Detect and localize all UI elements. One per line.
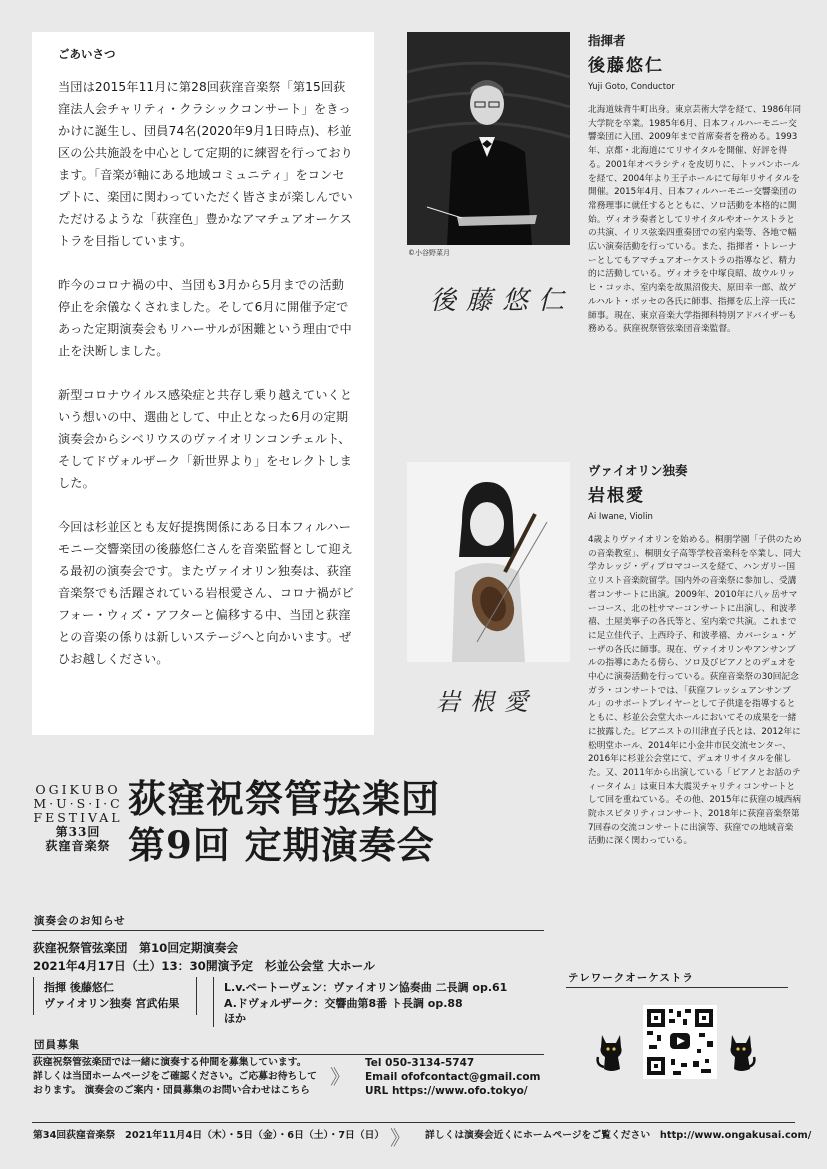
concert-section-header: 演奏会のお知らせ [32,913,544,931]
concert-performers [33,977,197,1015]
contact-tel[interactable]: Tel 050-3134-5747 [365,1057,475,1069]
logo-line: FESTIVAL [33,810,123,825]
cat-icon [726,1031,756,1077]
violinist-name-en: Ai Iwane, Violin [588,512,653,522]
program-item: L.v.ベートーヴェン：ヴァイオリン協奏曲 二長調 op.61 [224,981,508,994]
greeting-paragraph: 昨今のコロナ禍の中、当団も3月から5月までの活動停止を余儀なくされました。そして6月に開催予定であった定期演奏会もリハーサルが困難という理由で中止を決断しました。 [58,278,352,358]
contact-email[interactable]: Email ofofcontact@gmail.com [365,1071,541,1083]
recruit-section-header: 団員募集 [32,1037,544,1055]
violinist-name: 岩根愛 [588,486,645,506]
conductor-profile [588,31,802,337]
concert-title [128,776,440,868]
conductor-name: 後藤悠仁 [588,56,664,76]
violinist-signature: 岩根愛 [436,688,538,716]
logo-line: OGIKUBO [35,782,121,797]
telework-section-header: テレワークオーケストラ [566,970,788,988]
performer-line: 指揮 後藤悠仁 [44,981,114,994]
violinist-portrait-illustration [407,462,570,662]
logo-line: M·U·S·I·C [33,796,123,811]
greeting-box [32,32,374,735]
concert-name: 第9回 定期演奏会 [128,823,435,867]
chevron-right-icon: 》 [390,1126,401,1150]
logo-edition: 第33回 [55,825,101,839]
contact-info [365,1056,541,1098]
conductor-photo [407,32,570,245]
logo-festival-name: 荻窪音楽祭 [45,839,111,853]
recruit-line: おります。 演奏会のご案内・団員募集のお問い合わせはこちら [33,1085,310,1096]
footer-divider [32,1122,795,1123]
violinist-profile [588,461,802,849]
contact-url[interactable]: URL https://www.ofo.tokyo/ [365,1085,528,1097]
conductor-signature: 後藤悠仁 [430,286,575,316]
cat-icon [596,1031,626,1077]
program-item: ほか [224,1012,246,1025]
footer-website[interactable]: 詳しくは演奏会近くにホームページをご覧ください http://www.ongakusai.com/ [425,1130,812,1141]
concert-program [213,977,513,1027]
festival-logo [32,783,124,853]
greeting-title: ごあいさつ [58,47,116,61]
program-item: A.ドヴォルザーク：交響曲第8番 ト長調 op.88 [224,996,463,1010]
greeting-paragraph: 当団は2015年11月に第28回荻窪音楽祭「第15回荻窪法人会チャリティ・クラシックコンサート」をきっかけに誕生し、団員74名(2020年9月1日時点)、杉並区の公共施設を中心として定期的に練習を行っております。「音楽が軸にある地域コミュニティ」をコンセプトに、楽団に関わっていただく皆さまが楽しんでいただけるような「荻窪色」豊かなアマチュアオーケストラを目指しています。 [58,80,353,248]
violinist-bio: 4歳よりヴァイオリンを始める。桐朋学園「子供のための音楽教室」、桐朋女子高等学校音楽科を卒業し、同大学カレッジ・ディプロマコースを経て、ハンガリー国立リスト音楽院留学。国内外の音楽祭に参加し、受講者コンサートに出演。2009年、2010年に八ヶ岳サマーコース、北の杜サマーコンサートに出演し、和波孝禧、土屋美寧子の各氏等と、室内楽で共演。これまでに足立佳代子、上西玲子、和波孝禧、カバーシュ・ゲーザの各氏に師事。現在、ヴァイオリンやアンサンブルの指導にあたる傍ら、ソロ及びピアノとのデュオを中心に演奏活動を行っている。荻窪音楽祭の30回記念ガラ・コンサートでは、「荻窪フレッシュアンサンブル」のサポートプレイヤーとして子供達を指導するとともに、杉並公会堂大ホールにおいてその成果を一緒に披露した。ピアニストの川津直子氏とは、2012年に松明堂ホール、2014年に小金井市民交流センター、2016年に杉並公会堂にて、デュオリサイタルを催した。又、2011年から出演している「ピアノとお話のティータイム」は東日本大震災チャリティコンサートとして回を重ねている。その他、2015年に荻窪の城西病院ホスピタリティコンサート、2018年に荻窪音楽祭第7回春の交流コンサートに出演等、荻窪での地域音楽活動に深く関わっている。 [588,535,802,847]
concert-datetime: 2021年4月17日（土）13：30開演予定 杉並公会堂 大ホール [33,959,375,973]
orchestra-name: 荻窪祝祭管弦楽団 [128,776,441,821]
qr-code-icon[interactable] [643,1005,717,1079]
conductor-portrait-illustration [407,32,570,245]
greeting-paragraph: 今回は杉並区とも友好提携関係にある日本フィルハーモニー交響楽団の後藤悠仁さんを音楽監督として迎える最初の演奏会です。またヴァイオリン独奏は、荻窪音楽祭でも活躍されている岩根愛さん、コロナ禍がビフォー・ウィズ・アフターと偏移する中、当団と荻窪との音楽の係りは新しいステージへと向かいます。ぜひお越しください。 [58,520,354,666]
recruit-line: 荻窪祝祭管弦楽団では一緒に演奏する仲間を募集しています。 [33,1057,307,1068]
photo-credit: ©小谷野菜月 [408,249,450,257]
concert-event: 荻窪祝祭管弦楽団 第10回定期演奏会 [33,941,239,955]
footer-festival-dates: 第34回荻窪音楽祭 2021年11月4日（木）・5日（金）・6日（土）・7日（日） [33,1130,385,1141]
conductor-name-en: Yuji Goto, Conductor [588,82,675,92]
conductor-role: 指揮者 [588,33,626,48]
performer-line: ヴァイオリン独奏 宮武佑果 [44,997,180,1010]
chevron-right-icon: 》 [330,1065,341,1089]
recruit-line: 詳しくは当団ホームページをご確認ください。ご応募お待ちして [33,1071,317,1082]
violinist-photo [407,462,570,662]
greeting-paragraph: 新型コロナウイルス感染症と共存し乗り越えていくという想いの中、選曲として、中止となった6月の定期演奏会からシベリウスのヴァイオリンコンチェルト、そしてドヴォルザーク「新世界より」をセレクトしました。 [58,388,353,490]
recruit-text [33,1056,333,1098]
violinist-role: ヴァイオリン独奏 [588,463,688,478]
conductor-bio: 北海道妹背牛町出身。東京芸術大学を経て、1986年同大学院を卒業。1985年6月、日本フィルハーモニー交響楽団に入団、2009年まで首席奏者を務める。1993年、京都・北海道にてリサイタルを開催、好評を得る。2001年オペラシティを皮切りに、トッパンホールを経て、2004年より王子ホールにて毎年リサイタルを開催。2015年4月、日本フィルハーモニー交響楽団の常務理事に就任するとともに、ソロ活動を本格的に開始。ヴィオラ奏者としてリサイタルやオーケストラとの共演、イリス弦楽四重奏団での室内楽等、各地で幅広い演奏活動を行っている。また、指揮者・トレーナーとしてもアマチュアオーケストラの指導など、精力的に活動している。ヴィオラを中塚良昭、故ウルリッヒ・コッホ、室内楽を故黒沼俊夫、原田幸一郎、故ゲルハルト・ボッセの各氏に師事、指揮を広上淳一氏に師事。現在、東京音楽大学指揮科特別アドバイザーも務める。荻窪祝祭管弦楽団音楽監督。 [588,105,802,335]
